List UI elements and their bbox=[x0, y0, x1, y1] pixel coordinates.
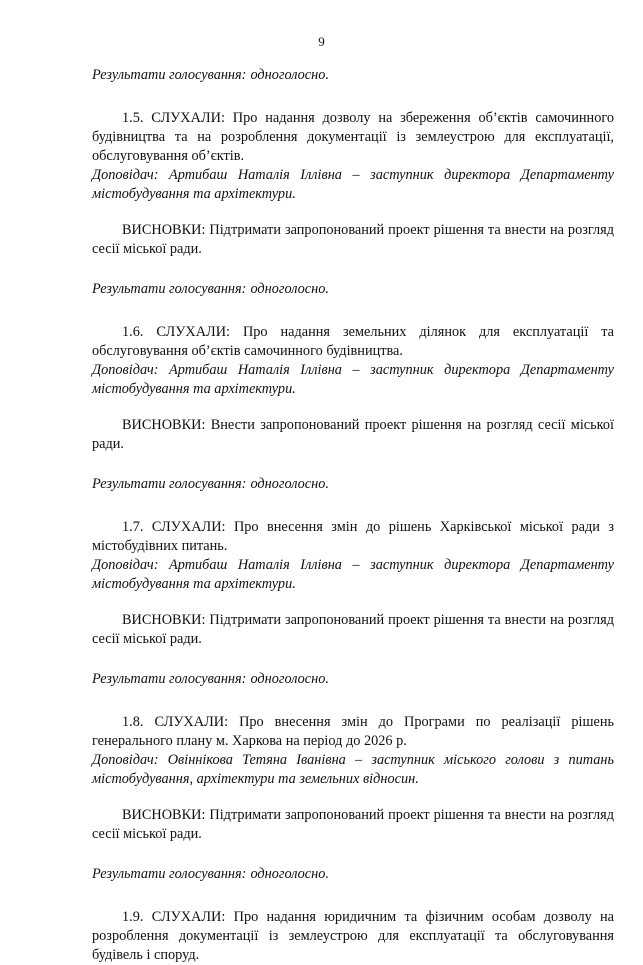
vote-result bbox=[92, 865, 614, 884]
vote-result bbox=[92, 670, 614, 689]
vote-label: Результати голосування: bbox=[92, 671, 247, 687]
item-heard: 1.7. СЛУХАЛИ: Про внесення змін до рішень Харківської міської ради з містобудівних питань. bbox=[92, 519, 614, 554]
vote-label: Результати голосування: bbox=[92, 67, 247, 83]
item-conclusion: ВИСНОВКИ: Підтримати запропонований проект рішення та внести на розгляд сесії міської ради. bbox=[92, 612, 614, 647]
vote-value: одноголосно. bbox=[250, 866, 329, 882]
item-reporter: Доповідач: Артибаш Наталія Іллівна – заступник директора Департаменту містобудування та архітектури. bbox=[92, 362, 614, 397]
item-heard: 1.8. СЛУХАЛИ: Про внесення змін до Програми по реалізації рішень генерального плану м. Харкова на період до 2026 р. bbox=[92, 714, 614, 749]
item-conclusion: ВИСНОВКИ: Підтримати запропонований проект рішення та внести на розгляд сесії міської ради. bbox=[92, 222, 614, 257]
vote-value: одноголосно. bbox=[250, 67, 329, 83]
item-reporter: Доповідач: Овіннікова Тетяна Іванівна – заступник міського голови з питань містобудування, архітектури та земельних відносин. bbox=[92, 752, 614, 787]
item-reporter: Доповідач: Артибаш Наталія Іллівна – заступник директора Департаменту містобудування та архітектури. bbox=[92, 557, 614, 592]
page-number: 9 bbox=[318, 34, 325, 49]
vote-label: Результати голосування: bbox=[92, 281, 247, 297]
document-body bbox=[92, 66, 614, 965]
vote-label: Результати голосування: bbox=[92, 866, 247, 882]
item-conclusion: ВИСНОВКИ: Внести запропонований проект рішення на розгляд сесії міської ради. bbox=[92, 417, 614, 452]
item-heard: 1.5. СЛУХАЛИ: Про надання дозволу на збереження об’єктів самочинного будівництва та на розроблення документації із землеустрою для експлуатації, обслуговування об’єктів. bbox=[92, 110, 614, 164]
vote-value: одноголосно. bbox=[250, 671, 329, 687]
vote-result bbox=[92, 66, 614, 85]
vote-label: Результати голосування: bbox=[92, 476, 247, 492]
item-conclusion: ВИСНОВКИ: Підтримати запропонований проект рішення та внести на розгляд сесії міської ради. bbox=[92, 807, 614, 842]
vote-value: одноголосно. bbox=[250, 476, 329, 492]
item-heard: 1.9. СЛУХАЛИ: Про надання юридичним та фізичним особам дозволу на розроблення документації із землеустрою для експлуатації та обслуговування будівель і споруд. bbox=[92, 909, 614, 963]
item-reporter: Доповідач: Артибаш Наталія Іллівна – заступник директора Департаменту містобудування та архітектури. bbox=[92, 167, 614, 202]
vote-result bbox=[92, 280, 614, 299]
item-heard: 1.6. СЛУХАЛИ: Про надання земельних ділянок для експлуатації та обслуговування об’єктів самочинного будівництва. bbox=[92, 324, 614, 359]
vote-result bbox=[92, 475, 614, 494]
vote-value: одноголосно. bbox=[250, 281, 329, 297]
